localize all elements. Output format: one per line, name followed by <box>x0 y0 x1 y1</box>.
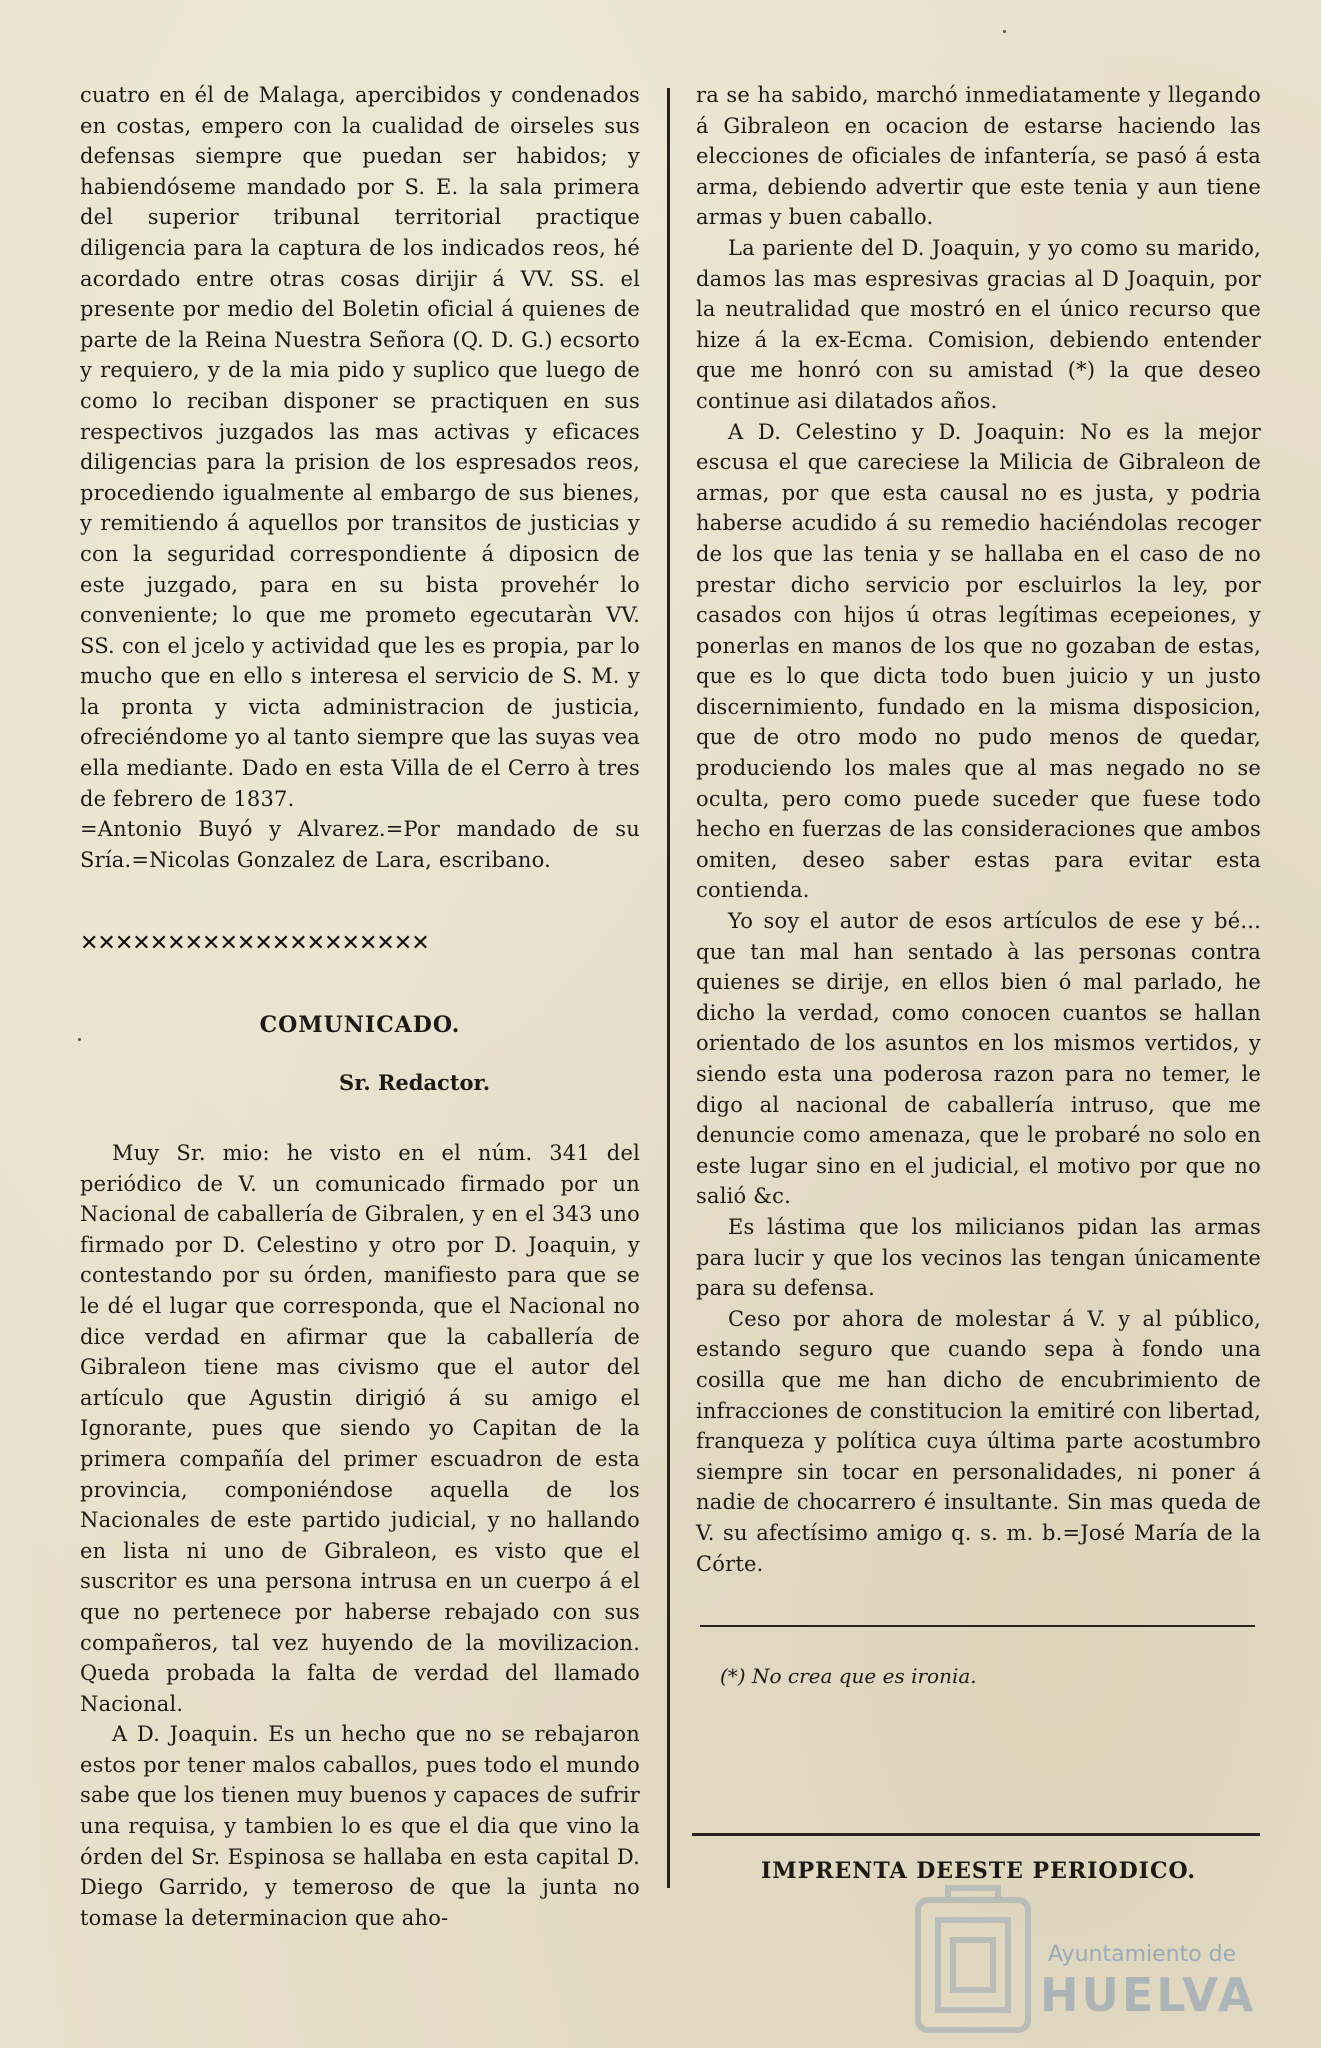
ornament-divider <box>80 930 640 956</box>
right-paragraph-6: Ceso por ahora de molestar á V. y al público, estando seguro que cuando sepa à fondo una cosilla que me han dicho de encubrimiento de infracciones de constitucion la emitiré con libertad, franqueza y política cuya última parte acostumbro siempre sin tocar en personalidades, ni poner á nadie de chocarrero é insultante. Sin mas queda de V. su afectísimo amigo q. s. m. b.=José María de la Córte. <box>696 1306 1261 1576</box>
imprint-rule <box>692 1833 1260 1836</box>
speck <box>78 1038 81 1041</box>
right-paragraph-1: ra se ha sabido, marchó inmediatamente y llegando á Gibraleon en ocacion de estarse haciendo las elecciones de oficiales de infantería, se pasó á esta arma, debiendo advertir que este tenia y aun tiene armas y buen caballo. <box>696 83 1261 230</box>
right-paragraph-4: Yo soy el autor de esos artículos de ese y bé... que tan mal han sentado à las personas contra quienes se dirije, en ellos bien ó mal parlado, he dicho la verdad, como conocen cuantos se hallan orientado de los asuntos en los mismos vertidos, y siendo esta una poderosa razon para no temer, le digo al nacional de caballería intruso, que me denuncie como amenaza, que le probaré no solo en este lugar sino en el judicial, el motivo por que no salió &c. <box>696 909 1261 1209</box>
imprint-line: IMPRENTA DEESTE PERIODICO. <box>760 1858 1196 1884</box>
communicado-column <box>80 1138 640 1933</box>
left-column <box>80 80 640 875</box>
section-heading: COMUNICADO. <box>259 1012 461 1038</box>
left-paragraph-1: cuatro en él de Malaga, apercibidos y condenados en costas, empero con la cualidad de oirseles sus defensas siempre que puedan ser habidos; y habiendóseme mandado por S. E. la sala primera del superior tribunal territorial practique diligencia para la captura de los indicados reos, hé acordado entre otras cosas dirijir á VV. SS. el presente por medio del Boletin oficial á quienes de parte de la Reina Nuestra Señora (Q. D. G.) ecsorto y requiero, y de la mia pido y suplico que luego de como lo reciban disponer se practiquen en sus respectivos juzgados las mas activas y eficaces diligencias para la prision de los espresados reos, procediendo igualmente al embargo de sus bienes, y remitiendo á aquellos por transitos de justicias y con la seguridad correspondiente á diposicn de este juzgado, para en su bista provehér lo conveniente; lo que me prometo egecutaràn VV. SS. con el jcelo y actividad que les es propia, par lo mucho que en ello s interesa el servicio de S. M. y la pronta y victa administracion de justicia, ofreciéndome yo al tanto siempre que las suyas vea ella mediante. Dado en esta Villa de el Cerro à tres de febrero de 1837. <box>80 83 640 811</box>
left-signature-line: =Antonio Buyó y Alvarez.=Por mandado de su Sría.=Nicolas Gonzalez de Lara, escribano. <box>80 817 640 872</box>
watermark-top-text: Ayuntamiento de <box>1048 1942 1237 1967</box>
footnote-rule <box>700 1625 1255 1627</box>
right-paragraph-3: A D. Celestino y D. Joaquin: No es la mejor escusa el que careciese la Milicia de Gibraleon de armas, por que esta causal no es justa, y podria haberse acudido á su remedio haciéndolas recoger de los que las tenia y se hallaba en el caso de no prestar dicho servicio por escluirlos la ley, por casados con hijos ú otras legítimas ecepeiones, y ponerlas en manos de los que no gozaban de estas, que es lo que dicta todo buen juicio y un justo discernimiento, fundado en la misma disposicion, que de otro modo no pudo menos de quedar, produciendo los males que al mas negado no se oculta, pero como puede suceder que fuese todo hecho en fuerzas de las consideraciones que ambos omiten, deseo saber estas para evitar esta contienda. <box>696 419 1261 903</box>
speck <box>1003 30 1006 33</box>
communicado-paragraph-2: A D. Joaquin. Es un hecho que no se rebajaron estos por tener malos caballos, pues todo el mundo sabe que los tienen muy buenos y capaces de sufrir una requisa, y tambien lo es que el dia que vino la órden del Sr. Espinosa se hallaba en esta capital D. Diego Garrido, y temeroso de que la junta no tomase la determinacion que aho- <box>80 1722 640 1930</box>
right-paragraph-5: Es lástima que los milicianos pidan las armas para lucir y que los vecinos las tengan únicamente para su defensa. <box>696 1214 1261 1301</box>
right-column <box>696 80 1261 1579</box>
communicado-paragraph-1: Muy Sr. mio: he visto en el núm. 341 del periódico de V. un comunicado firmado por un Nacional de caballería de Gibralen, y en el 343 uno firmado por D. Celestino y otro por D. Joaquin, y contestando por su órden, manifiesto para que se le dé el lugar que corresponda, que el Nacional no dice verdad en afirmar que la caballería de Gibraleon tiene mas civismo que el autor del artículo que Agustin dirigió á su amigo el Ignorante, pues que siendo yo Capitan de la primera compañía del primer escuadron de esta provincia, componiéndose aquella de los Nacionales de este partido judicial, y no hallando en lista ni uno de Gibraleon, es visto que el suscritor es una persona intrusa en un cuerpo á el que no pertenece por haberse rebajado con sus compañeros, tal vez huyendo de la movilizacion. Queda probada la falta de verdad del llamado Nacional. <box>80 1141 640 1716</box>
footnote: (*) No crea que es ironia. <box>720 1664 977 1688</box>
column-divider <box>667 88 670 1888</box>
ornament-glyphs: ✕✕✕✕✕✕✕✕✕✕✕✕✕✕✕✕✕✕✕✕ <box>80 930 429 956</box>
watermark-main-text: HUELVA <box>1040 1968 1257 2022</box>
salutation: Sr. Redactor. <box>339 1070 490 1095</box>
right-paragraph-2: La pariente del D. Joaquin, y yo como su marido, damos las mas espresivas gracias al D Joaquin, por la neutralidad que mostró en el único recurso que hize á la ex-Ecma. Comision, debiendo entender que me honró con su amistad (*) la que deseo continue asi dilatados años. <box>696 235 1261 413</box>
